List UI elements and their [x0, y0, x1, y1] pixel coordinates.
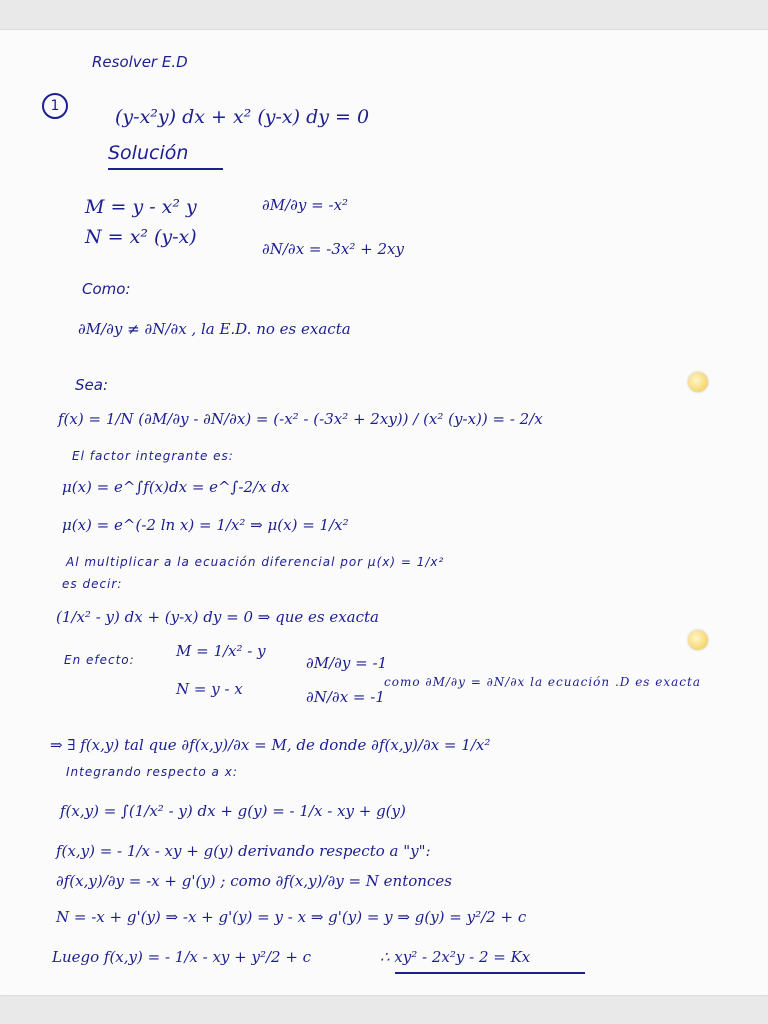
solution-label: Solución	[108, 142, 189, 164]
dm-dy: ∂M/∂y = -x²	[262, 196, 349, 214]
problem-number: 1	[42, 93, 68, 119]
m-definition: M = y - x² y	[85, 196, 197, 218]
g-solution: N = -x + g'(y) ⇒ -x + g'(y) = y - x ⇒ g'(y) = y ⇒ g(y) = y²/2 + c	[56, 908, 527, 926]
f-derivative-step: f(x,y) = - 1/x - xy + g(y) derivando respecto a "y":	[56, 842, 431, 860]
partial-f-y: ∂f(x,y)/∂y = -x + g'(y) ; como ∂f(x,y)/∂y = N entonces	[56, 872, 452, 890]
f-integral: f(x,y) = ∫(1/x² - y) dx + g(y) = - 1/x - xy + g(y)	[60, 802, 406, 820]
page-title: Resolver E.D	[92, 53, 188, 71]
problem-equation: (y-x²y) dx + x² (y-x) dy = 0	[115, 106, 370, 128]
n-new: N = y - x	[176, 680, 243, 698]
exists-statement: ⇒ ∃ f(x,y) tal que ∂f(x,y)/∂x = M, de donde ∂f(x,y)/∂x = 1/x²	[50, 736, 491, 754]
binder-hole	[688, 630, 708, 650]
multiply-text: Al multiplicar a la ecuación diferencial por μ(x) = 1/x²	[66, 555, 445, 569]
dn-new: ∂N/∂x = -1	[306, 688, 385, 706]
not-exact-statement: ∂M/∂y ≠ ∂N/∂x , la E.D. no es exacta	[78, 320, 351, 338]
sea-label: Sea:	[75, 376, 108, 394]
answer-underline	[395, 972, 585, 974]
n-definition: N = x² (y-x)	[85, 226, 197, 248]
mu-integral: μ(x) = e^∫f(x)dx = e^∫-2/x dx	[62, 478, 290, 496]
fx-expression: f(x) = 1/N (∂M/∂y - ∂N/∂x) = (-x² - (-3x² + 2xy)) / (x² (y-x)) = - 2/x	[58, 410, 543, 428]
binder-hole	[688, 372, 708, 392]
new-equation: (1/x² - y) dx + (y-x) dy = 0 ⇒ que es exacta	[56, 608, 379, 626]
dn-dx: ∂N/∂x = -3x² + 2xy	[262, 240, 404, 258]
mu-result: μ(x) = e^(-2 ln x) = 1/x² ⇒ μ(x) = 1/x²	[62, 516, 349, 534]
es-decir-label: es decir:	[62, 577, 123, 591]
luego-line: Luego f(x,y) = - 1/x - xy + y²/2 + c	[52, 948, 312, 966]
solution-underline	[108, 168, 223, 170]
exact-check: como ∂M/∂y = ∂N/∂x la ecuación .D es exacta	[384, 675, 701, 689]
m-new: M = 1/x² - y	[176, 642, 266, 660]
final-answer: ∴ xy² - 2x²y - 2 = Kx	[380, 948, 531, 966]
efecto-label: En efecto:	[64, 653, 135, 667]
integrando-label: Integrando respecto a x:	[66, 765, 238, 779]
dm-new: ∂M/∂y = -1	[306, 654, 388, 672]
factor-label: El factor integrante es:	[72, 449, 234, 463]
como-label: Como:	[82, 280, 131, 298]
